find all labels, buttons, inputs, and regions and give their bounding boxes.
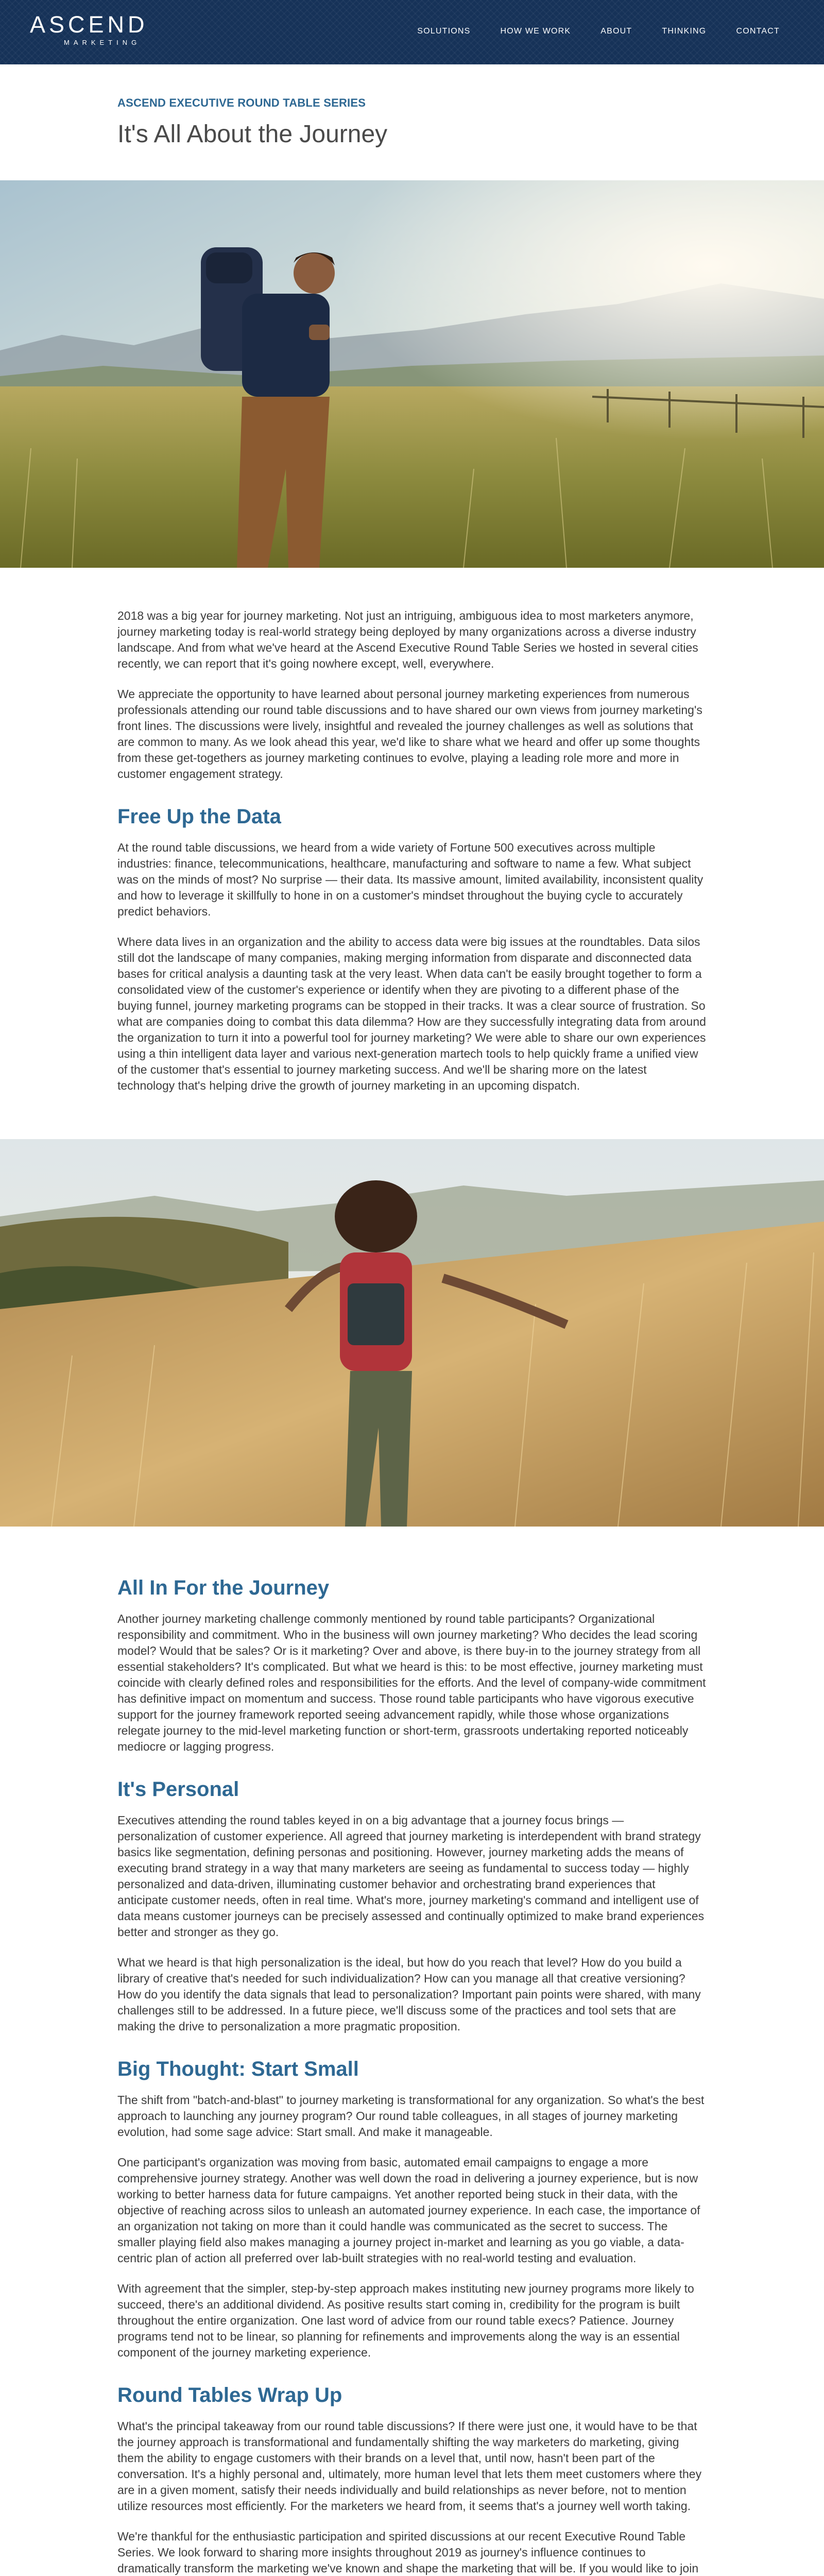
nav-about[interactable]: ABOUT: [600, 27, 632, 36]
small-paragraph-3: With agreement that the simpler, step-by-step approach makes instituting new journey programs more likely to succeed, there's an additional dividend. As positive results start coming in, credibility for the program is built throughout the entire organization. One last word of advice from our round table execs? Patience. Journey programs tend not to be linear, so planning for refinements and improvements along the way is an essential component of the journey marketing experience.: [117, 2282, 694, 2359]
wrap-paragraph-1: What's the principal takeaway from our round table discussions? If there were just one, it would have to be that the journey approach is transformational and fundamentally shifting the way marketers do marketing, giving them the ability to engage customers with their brands on a level that, until now, hasn't been part of the conversation. It's a highly personal and, ultimately, more human level that lets them meet customers where they are in a given moment, satisfy their needs individually and build relationships as never before, not to mention utilize resources most efficiently. For the marketers we heard from, it seems that's a journey well worth taking.: [117, 2419, 702, 2513]
small-paragraph-2: One participant's organization was moving from basic, automated email campaigns to engage a more comprehensive journey strategy. Another was well down the road in delivering a journey experience, but is now working to better harness data for future campaigns. Yet another reported being stuck in their data, with the objective of reaching across silos to unleash an automated journey experience. In each case, the importance of an organization not taking on more than it could handle was communicated as the secret to success. The smaller playing field also makes managing a journey project in-market and learning as you go viable, a data-centric plan of action all preferred over lab-built strategies with no real-world testing and evaluation.: [117, 2156, 700, 2265]
site-header: [0, 0, 824, 64]
intro-paragraph-2: We appreciate the opportunity to have learned about personal journey marketing experiences from numerous professionals attending our round table discussions and to have shared our own views from journey marketing's front lines. The discussions were lively, insightful and revealed the journey challenges as well as solutions that are common to many. As we look ahead this year, we'd like to share what we heard and offer up some thoughts from these get-togethers as journey marketing continues to evolve, playing a leading role more and more in customer engagement strategy.: [117, 687, 702, 781]
nav-solutions[interactable]: SOLUTIONS: [417, 27, 471, 36]
data-paragraph-2: Where data lives in an organization and the ability to access data were big issues at the roundtables. Data silos still dot the landscape of many companies, making merging information from disparate and disconnected data bases for critical analysis a daunting task at the very least. When data can't be easily brought together to form a consolidated view of the customer's experience or identify when they are pivoting to a different phase of the buying funnel, journey marketing programs can be stopped in their tracks. It was a clear source of frustration. So what are companies doing to combat this data dilemma? How are they successfully integrating data from around the organization to turn it into a powerful tool for journey marketing? We were able to share our own experiences using a thin intelligent data layer and various next-generation martech tools to help quickly frame a unified view of the customer that's essential to journey marketing success. And we'll be sharing more on the latest technology that's helping drive the growth of journey marketing in an upcoming dispatch.: [117, 935, 706, 1092]
nav-how-we-work[interactable]: HOW WE WORK: [500, 27, 571, 36]
heading-free-up-the-data: Free Up the Data: [117, 805, 281, 828]
personal-paragraph-2: What we heard is that high personalization is the ideal, but how do you reach that level? How do you build a library of creative that's needed for such individualization? How can you manage all that creative versioning? How do you identify the data signals that lead to personalization? Important pain points were shared, with many challenges still to be addressed. In a future piece, we'll discuss some of the practices and tool sets that are making the drive to personalization a more pragmatic proposition.: [117, 1956, 701, 2033]
logo-tagline: MARKETING: [64, 39, 141, 46]
personal-paragraph-1: Executives attending the round tables keyed in on a big advantage that a journey focus brings — personalization of customer experience. All agreed that journey marketing is interdependent with brand strategy basics like segmentation, defining personas and positioning. However, journey marketing adds the means of executing brand strategy in a way that many marketers are seeing as fundamental to success today — highly personalized and data-driven, illuminating customer behavior and orchestrating brand experiences that anticipate customer needs, often in real time. What's more, journey marketing's command and intelligent use of data means customer journeys can be precisely assessed and continually optimized to make brand experiences better and stronger as they go.: [117, 1814, 705, 1939]
journey-paragraph-1: Another journey marketing challenge commonly mentioned by round table participants? Organizational responsibility and commitment. Who in the business will own journey marketing? Who decides the lead scoring model? Would that be sales? Or is it marketing? Over and above, is there buy-in to the journey strategy from all essential stakeholders? It's complicated. But what we heard is this: to be most effective, journey marketing must coincide with clearly defined roles and responsibilities for the efforts. And the level of company-wide commitment has definitive impact on momentum and success. Those round table participants who have vigorous executive support for the journey framework reported seeing advancement rapidly, while those whose organizations relegate journey to the mid-level marketing function or short-term, grassroots undertaking reported noticeably mediocre or lagging progress.: [117, 1612, 706, 1753]
data-paragraph-1: At the round table discussions, we heard from a wide variety of Fortune 500 executives across multiple industries: finance, telecommunications, healthcare, manufacturing and software to name a few. What subject was on the minds of most? No surprise — their data. Its massive amount, limited availability, inconsistent quality and how to leverage it skillfully to hone in on a customer's mindset throughout the buying cycle to accurately predict behaviors.: [117, 841, 703, 918]
page-title: It's All About the Journey: [117, 121, 388, 148]
hero-photo-hiker: [0, 180, 824, 568]
logo-wordmark: ASCEND: [30, 11, 148, 38]
nav-contact[interactable]: CONTACT: [736, 27, 780, 36]
main-nav: [417, 27, 780, 36]
heading-all-in-for-the-journey: All In For the Journey: [117, 1577, 330, 1599]
ascend-logo[interactable]: [30, 11, 148, 46]
photo-woman-walking-field: [0, 1139, 824, 1527]
series-label: ASCEND EXECUTIVE ROUND TABLE SERIES: [117, 96, 366, 109]
small-paragraph-1: The shift from "batch-and-blast" to journey marketing is transformational for any organization. So what's the best approach to launching any journey program? Our round table colleagues, in all stages of journey marketing evolution, had some sage advice: Start small. And make it manageable.: [117, 2093, 705, 2139]
article-body-part-1: [117, 568, 707, 1094]
intro-paragraph-1: 2018 was a big year for journey marketing. Not just an intriguing, ambiguous idea to most marketers anymore, journey marketing today is real-world strategy being deployed by many organizations across a diverse industry landscape. And from what we've heard at the Ascend Executive Round Table Series we hosted in several cities recently, we can report that it's going nowhere except, well, everywhere.: [117, 609, 698, 670]
heading-round-tables-wrap-up: Round Tables Wrap Up: [117, 2384, 342, 2406]
heading-start-small: Big Thought: Start Small: [117, 2058, 359, 2080]
article-title-area: [0, 64, 824, 180]
article-body-part-2: [117, 1527, 707, 2576]
nav-thinking[interactable]: THINKING: [662, 27, 707, 36]
wrap-paragraph-2: We're thankful for the enthusiastic participation and spirited discussions at our recent Executive Round Table Series. We look forward to sharing more insights throughout 2019 as journey's influence continues to dramatically transform the marketing we've known and shape the marketing that will be. If you would like to join: [117, 2530, 699, 2575]
heading-its-personal: It's Personal: [117, 1778, 239, 1801]
